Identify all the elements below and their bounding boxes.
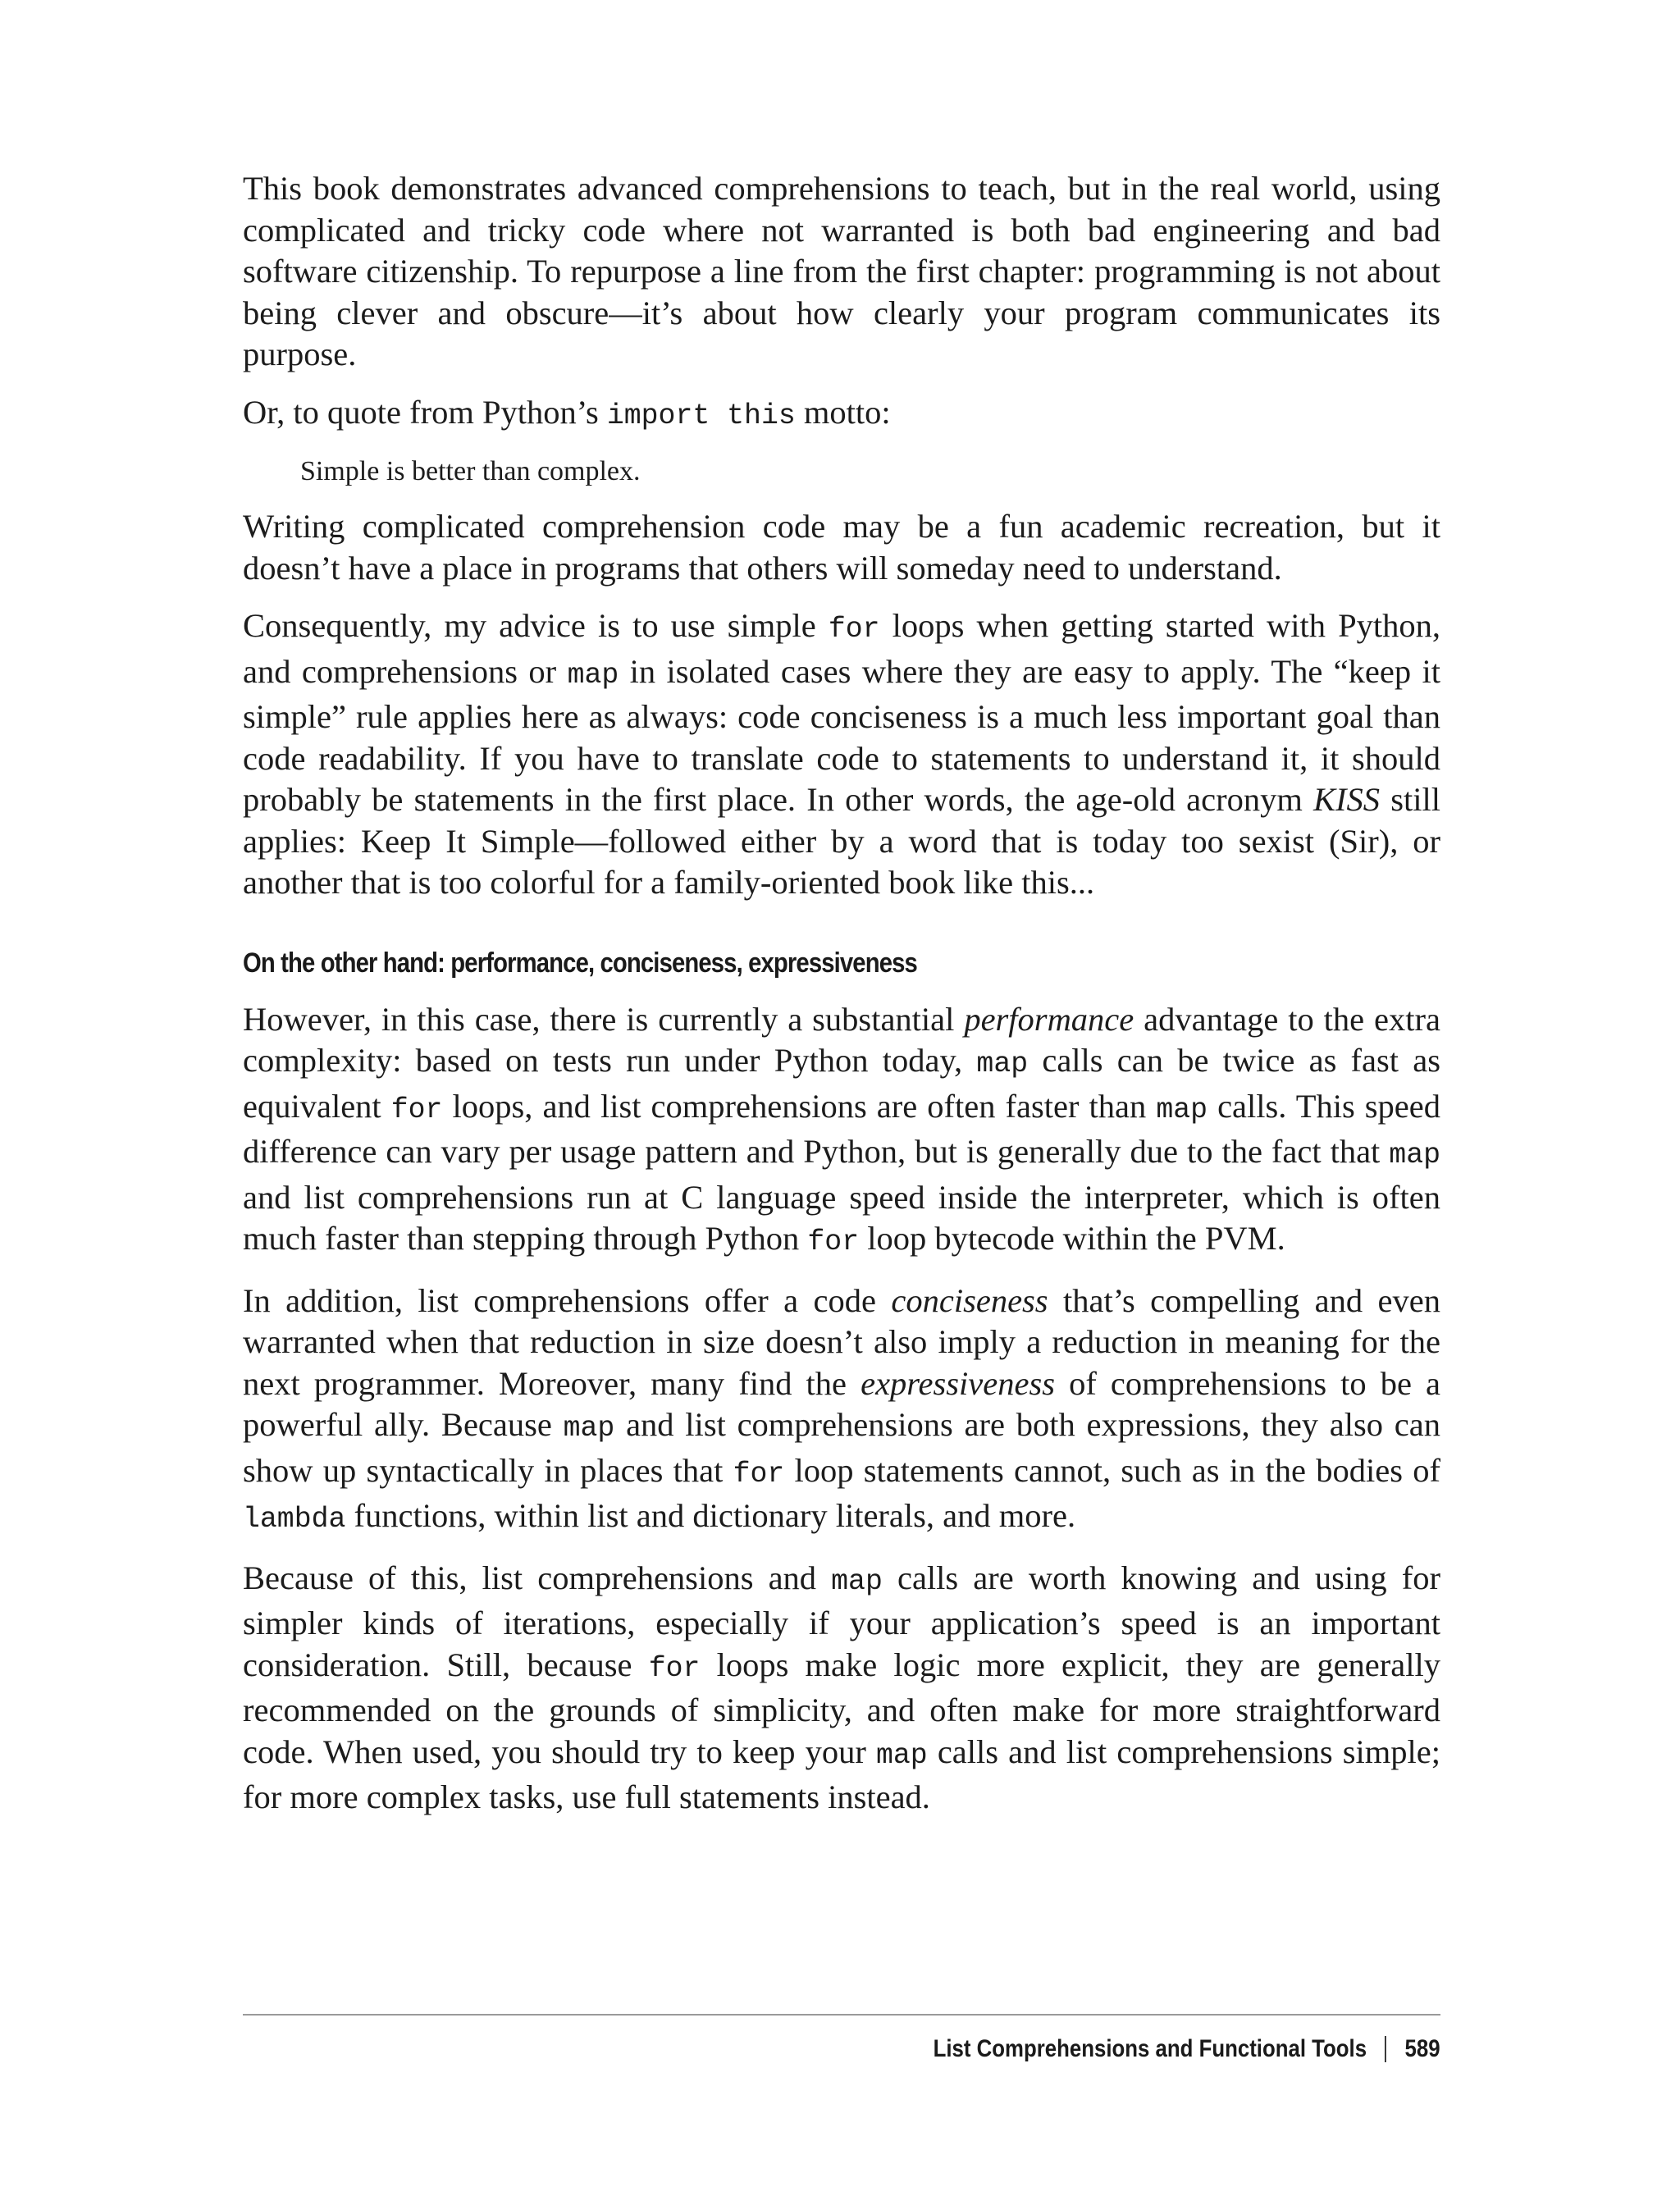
inline-code: lambda [243,1504,346,1536]
paragraph-quote-intro: Or, to quote from Python’s import this motto: [243,393,891,432]
footer-rule [243,2014,1440,2016]
page-body [243,168,1440,1835]
inline-code: map [831,1565,883,1598]
paragraph-conclusion: Because of this, list comprehensions and map calls are worth knowing and using for simpler kinds of iterations, especially if your application’s speed is an important consideration. Still, because for loops make logic more explicit, they are generally recommended on the grounds of simplicity, and often make for more straightforward code. When used, you should try to keep your map calls and list comprehensions simple; for more complex tasks, use full statements instead. [243,1559,1440,1815]
inline-code: map [1389,1139,1440,1171]
emphasis: conciseness [891,1281,1048,1319]
emphasis: KISS [1313,781,1381,818]
inline-code: for [648,1652,701,1685]
page-footer [934,2033,1440,2066]
paragraph-conciseness: In addition, list comprehensions offer a code conciseness that’s compelling and even warranted when that reduction in size doesn’t also imply a reduction in meaning for the next programmer. Moreover, many find the expressiveness of comprehensions to be a powerful ally. Because map and list comprehensions are both expressions, they also can show up syntactically in places that for loop statements cannot, such as in the bodies of lambda functions, within list and dictionary literals, and more. [243,1281,1440,1536]
inline-code: for [733,1458,785,1491]
paragraph-performance: However, in this case, there is currently a substantial performance advantage to the extra complexity: based on tests run under Python today, map calls can be twice as fast as equivalent for loops, and list comprehensions are often faster than map calls. This speed difference can vary per usage pattern and Python, but is generally due to the fact that map and list comprehensions run at C language speed inside the interpreter, which is often much faster than stepping through Python for loop bytecode within the PVM. [243,1000,1440,1258]
inline-code: for [390,1093,443,1126]
inline-code: map [976,1048,1029,1080]
footer-separator [1386,2036,1387,2062]
inline-code: map [567,659,619,692]
inline-code: for [828,614,880,646]
paragraph-complicated-code: Writing complicated comprehension code may be a fun academic recreation, but it doesn’t have a place in programs that others will someday need to understand. [243,508,1440,587]
emphasis: expressiveness [861,1364,1056,1402]
inline-code: map [563,1413,615,1445]
page-number: 589 [1404,2035,1440,2062]
footer-chapter-title: List Comprehensions and Functional Tools [934,2035,1367,2062]
section-heading: On the other hand: performance, conciseness, expressiveness [243,947,917,979]
block-quote: Simple is better than complex. [300,456,641,486]
emphasis: performance [964,1000,1134,1038]
paragraph-advice: Consequently, my advice is to use simple for loops when getting started with Python, and comprehensions or map in isolated cases where they are easy to apply. The “keep it simple” rule applies here as always: code conciseness is a much less important goal than code readability. If you have to translate code to statements to understand it, it should probably be statements in the first place. In other words, the age-old acronym KISS still applies: Keep It Simple—followed either by a word that is today too sexist (Sir), or another that is too colorful for a family-oriented book like this... [243,607,1440,901]
inline-code: map [1156,1093,1208,1126]
paragraph-advanced-comprehensions: This book demonstrates advanced comprehensions to teach, but in the real world, using complicated and tricky code where not warranted is both bad engineering and bad software citizenship. To repurpose a line from the first chapter: programming is not about being clever and obscure—it’s about how clearly your program communicates its purpose. [243,170,1440,372]
inline-code: for [807,1226,860,1258]
inline-code: import this [606,399,796,432]
inline-code: map [876,1739,928,1772]
